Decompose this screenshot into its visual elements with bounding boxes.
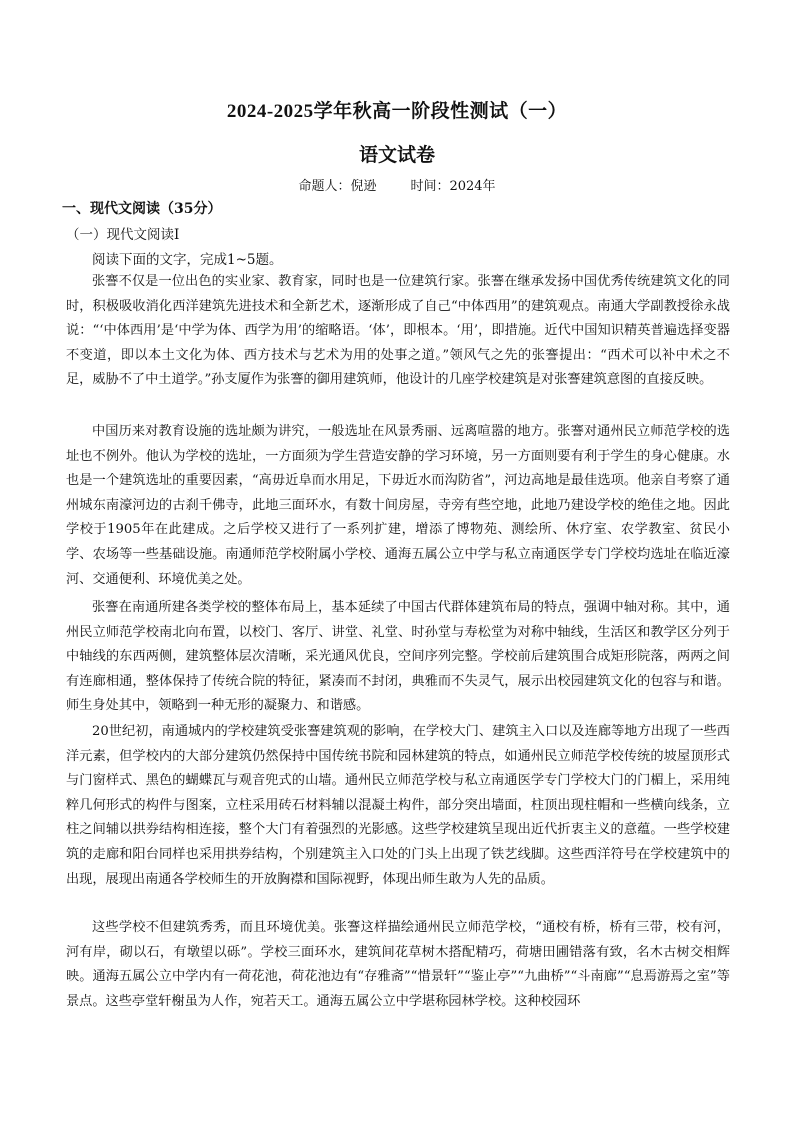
passage-paragraph: 张謇不仅是一位出色的实业家、教育家，同时也是一位建筑行家。张謇在继承发扬中国优秀传统建筑文化的同时，积极吸收消化西洋建筑先进技术和全新艺术，逐渐形成了自己“中体西用”的建筑观点。南通大学副教授徐永战说：“‘中体西用’是‘中学为体、西学为用’的缩略语。‘体’，即根本。‘用’，即措施。近代中国知识精英普遍选择变器不变道，即以本土文化为体、西方技术与艺术为用的处事之道。”领风气之先的张謇提出：“西术可以补中术之不足，威胁不了中土道学。”孙支厦作为张謇的御用建筑师，他设计的几座学校建筑是对张謇建筑意图的直接反映。 xyxy=(66,274,730,388)
exam-title: 2024-2025学年秋高一阶段性测试（一） xyxy=(226,101,568,122)
exam-meta xyxy=(0,175,794,194)
section-heading: 一、现代文阅读（35分） xyxy=(62,201,222,217)
passage-paragraph: 张謇在南通所建各类学校的整体布局上，基本延续了中国古代群体建筑布局的特点，强调中轴对称。其中，通州民立师范学校南北向布置，以校门、客厅、讲堂、礼堂、时孙堂与寿松堂为对称中轴线，生活区和教学区分列于中轴线的东西两侧，建筑整体层次清晰，采光通风优良，空间序列完整。学校前后建筑围合成矩形院落，两两之间有连廊相通，整体保持了传统合院的特征，紧凑而不封闭，典雅而不失灵气，展示出校园建筑文化的包容与和谐。师生身处其中，领略到一种无形的凝聚力、和谐感。 xyxy=(66,600,730,714)
passage-paragraph: 20世纪初，南通城内的学校建筑受张謇建筑观的影响，在学校大门、建筑主入口以及连廊等地方出现了一些西洋元素，但学校内的大部分建筑仍然保持中国传统书院和园林建筑的特点，如通州民立师范学校传统的坡屋顶形式与门窗样式、黑色的蝴蝶瓦与观音兜式的山墙。通州民立师范学校与私立南通医学专门学校大门的门楣上，采用纯粹几何形式的构件与图案，立柱采用砖石材料辅以混凝土构件，部分突出墙面，柱顶出现柱帽和一些横向线条，立柱之间辅以拱券结构相连接，整个大门有着强烈的光影感。这些学校建筑呈现出近代折衷主义的意蕴。一些学校建筑的走廊和阳台同样也采用拱券结构，个别建筑主入口处的门头上出现了铁艺线脚。这些西洋符号在学校建筑中的出现，展现出南通各学校师生的开放胸襟和国际视野，体现出师生敢为人先的品质。 xyxy=(66,724,730,887)
sub-section-heading: （一）现代文阅读Ⅰ xyxy=(66,227,180,243)
reading-instruction: 阅读下面的文字，完成1~5题。 xyxy=(92,252,283,268)
passage-paragraph: 中国历来对教育设施的选址颇为讲究，一般选址在风景秀丽、远离喧嚣的地方。张謇对通州民立师范学校的选址也不例外。他认为学校的选址，一方面须为学生营造安静的学习环境，另一方面则要有利于学生的身心健康。水也是一个建筑选址的重要因素，“高毋近阜而水用足，下毋近水而沟防省”，河边高地是最佳选项。他亲自考察了通州城东南濠河边的古刹千佛寺，此地三面环水，有数十间房屋，寺旁有些空地，此地乃建设学校的绝佳之地。因此学校于1905年在此建成。之后学校又进行了一系列扩建，增添了博物苑、测绘所、休疗室、农学教室、贫民小学、农场等一些基础设施。南通师范学校附属小学校、通海五属公立中学与私立南通医学专门学校均选址在临近濠河、交通便利、环境优美之处。 xyxy=(66,424,730,587)
author-text: 命题人：倪逊 xyxy=(298,179,377,194)
time-text: 时间：2024年 xyxy=(410,179,496,194)
exam-subtitle: 语文试卷 xyxy=(358,144,435,166)
passage-paragraph: 这些学校不但建筑秀秀，而且环境优美。张謇这样描绘通州民立师范学校，“通校有桥，桥有三带，校有河，河有岸，砌以石，有墩望以砾”。学校三面环水，建筑间花草树木搭配精巧，荷塘田圃错落有致，名木古树交相辉映。通海五属公立中学内有一荷花池，荷花池边有“存雅斋”“惜景轩”“鉴止亭”“九曲桥”“斗南廊”“息焉游焉之室”等景点。这些亭堂轩榭虽为人作，宛若天工。通海五属公立中学堪称园林学校。这种校园环 xyxy=(66,920,730,1009)
